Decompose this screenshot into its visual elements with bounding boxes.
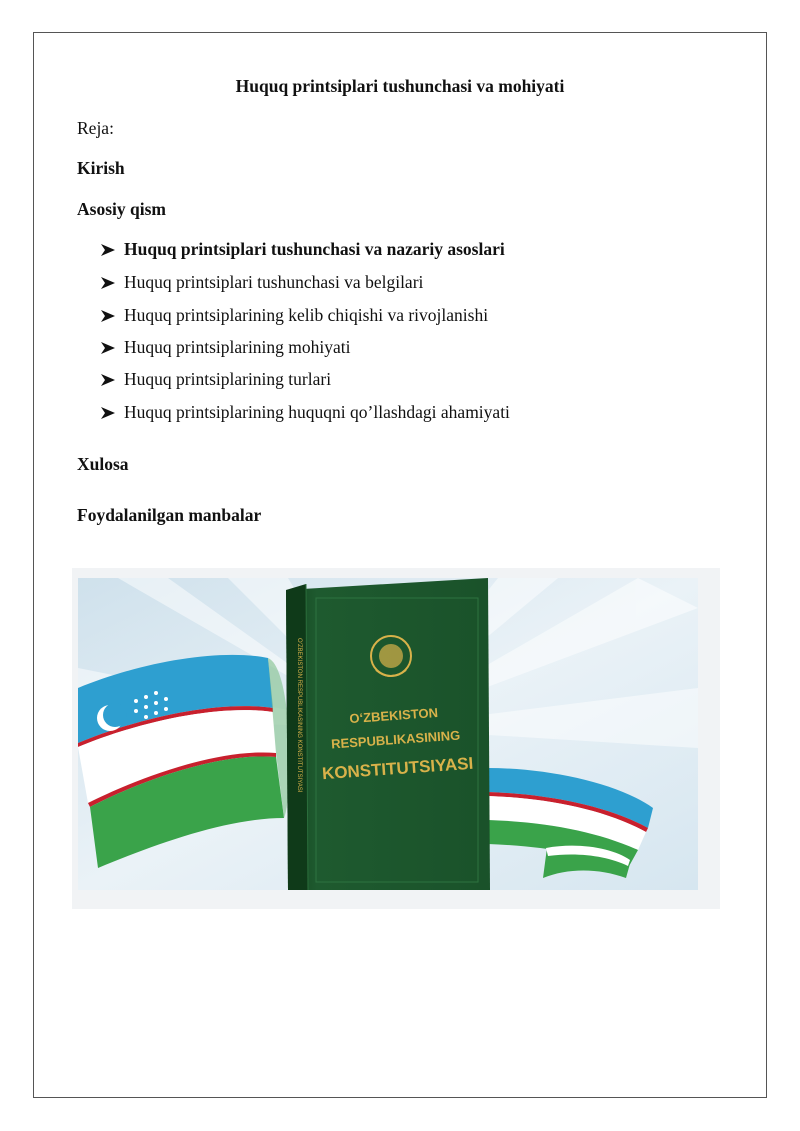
arrow-bullet-icon	[100, 406, 116, 420]
book-title-line3: KONSTITUTSIYASI	[321, 753, 474, 784]
section-intro: Kirish	[77, 158, 125, 178]
constitution-book	[286, 578, 490, 890]
document-title: Huquq printsiplari tushunchasi va mohiyati	[235, 76, 565, 96]
arrow-bullet-icon	[100, 276, 116, 290]
section-main: Asosiy qism	[77, 199, 166, 219]
arrow-bullet-icon	[100, 373, 116, 387]
plan-label: Reja:	[77, 118, 114, 138]
list-item-text: Huquq printsiplarining turlari	[124, 369, 332, 389]
arrow-bullet-icon	[100, 243, 116, 257]
arrow-bullet-icon	[100, 341, 116, 355]
section-references: Foydalanilgan manbalar	[77, 505, 262, 525]
list-item-text: Huquq printsiplari tushunchasi va belgilari	[124, 272, 424, 292]
list-item	[100, 337, 351, 358]
book-title-line1: O‘ZBEKISTON	[348, 704, 439, 727]
list-item-text: Huquq printsiplari tushunchasi va nazariy asoslari	[124, 239, 505, 259]
list-item	[100, 239, 505, 260]
arrow-bullet-icon	[100, 309, 116, 323]
constitution-image	[72, 568, 720, 909]
list-item	[100, 272, 423, 293]
list-item	[100, 402, 510, 423]
list-item-text: Huquq printsiplarining kelib chiqishi va rivojlanishi	[124, 305, 489, 325]
list-item	[100, 369, 331, 390]
list-item	[100, 305, 488, 326]
list-item-text: Huquq printsiplarining huquqni qo’llashdagi ahamiyati	[124, 402, 510, 422]
book-title-line2: RESPUBLIKASINING	[330, 727, 461, 752]
constitution-illustration	[78, 578, 698, 890]
page-border	[33, 32, 767, 1098]
book-spine-text: O‘ZBEKISTON RESPUBLIKASINING KONSTITUTSIYASI	[296, 638, 302, 793]
list-item-text: Huquq printsiplarining mohiyati	[124, 337, 351, 357]
section-conclusion: Xulosa	[77, 454, 129, 474]
